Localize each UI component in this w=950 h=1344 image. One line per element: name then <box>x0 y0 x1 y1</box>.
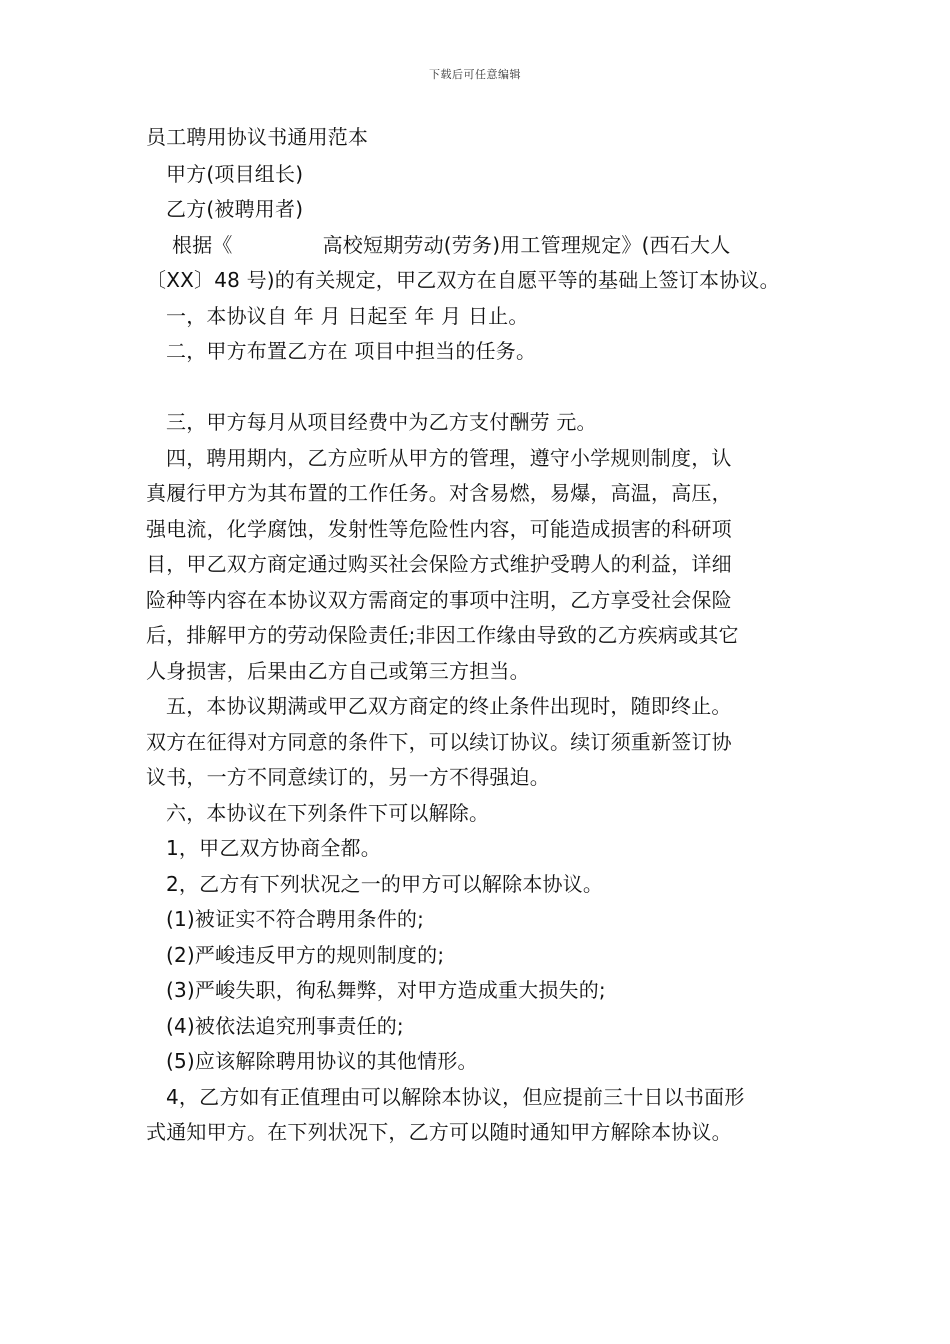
clause-5-line: 五，本协议期满或甲乙双方商定的终止条件出现时，随即终止。 <box>166 694 732 718</box>
party-a-line: 甲方(项目组长) <box>166 161 304 186</box>
basis-line-1-end: 高校短期劳动(劳务)用工管理规定》(西石大人 <box>322 232 731 257</box>
document-body <box>146 120 816 1151</box>
clause-4-line: 险种等内容在本协议双方需商定的事项中注明，乙方享受社会保险 <box>146 587 732 612</box>
blank-line <box>146 370 816 406</box>
clause-5-line: 议书，一方不同意续订的，另一方不得强迫。 <box>146 765 550 789</box>
clause-4-line: 人身损害，后果由乙方自己或第三方担当。 <box>146 658 530 683</box>
sub-item: (2)严峻违反甲方的规则制度的; <box>166 942 445 967</box>
basis-line-1-start: 根据《 <box>172 232 233 257</box>
basis-line-1 <box>146 228 816 264</box>
sub-item: (3)严峻失职，徇私舞弊，对甲方造成重大损失的; <box>166 978 606 1002</box>
sub-item: (1)被证实不符合聘用条件的; <box>166 907 425 931</box>
clause-4-line: 四，聘用期内，乙方应听从甲方的管理，遵守小学规则制度，认 <box>166 445 732 470</box>
clause-1: 一，本协议自 年 月 日起至 年 月 日止。 <box>166 303 529 328</box>
clause-3: 三，甲方每月从项目经费中为乙方支付酬劳 元。 <box>166 410 597 434</box>
clause-4-line: 强电流，化学腐蚀，发射性等危险性内容，可能造成损害的科研项 <box>146 516 732 541</box>
clause-6: 六，本协议在下列条件下可以解除。 <box>166 800 490 825</box>
clause-2: 二，甲方布置乙方在 项目中担当的任务。 <box>166 339 537 363</box>
clause-6-item-2: 2，乙方有下列状况之一的甲方可以解除本协议。 <box>166 871 604 896</box>
clause-6-item-4-line: 4，乙方如有正值理由可以解除本协议，但应提前三十日以书面形 <box>166 1084 745 1109</box>
clause-6-item-1: 1，甲乙双方协商全都。 <box>166 836 381 860</box>
clause-5-line: 双方在征得对方同意的条件下，可以续订协议。续订须重新签订协 <box>146 729 732 754</box>
clause-4-line: 目，甲乙双方商定通过购买社会保险方式维护受聘人的利益，详细 <box>146 552 732 576</box>
clause-6-item-4-line: 式通知甲方。在下列状况下，乙方可以随时通知甲方解除本协议。 <box>146 1120 732 1144</box>
page-header: 下载后可任意编辑 <box>429 68 521 81</box>
document-title: 员工聘用协议书通用范本 <box>146 125 369 149</box>
sub-item: (4)被依法追究刑事责任的; <box>166 1013 404 1038</box>
clause-4-line: 真履行甲方为其布置的工作任务。对含易燃，易爆，高温，高压， <box>146 481 732 505</box>
sub-item: (5)应该解除聘用协议的其他情形。 <box>166 1049 478 1073</box>
clause-4-line: 后，排解甲方的劳动保险责任;非因工作缘由导致的乙方疾病或其它 <box>146 623 739 647</box>
party-b-line: 乙方(被聘用者) <box>166 197 304 221</box>
basis-line-2: 〔XX〕48 号)的有关规定，甲乙双方在自愿平等的基础上签订本协议。 <box>146 268 780 292</box>
